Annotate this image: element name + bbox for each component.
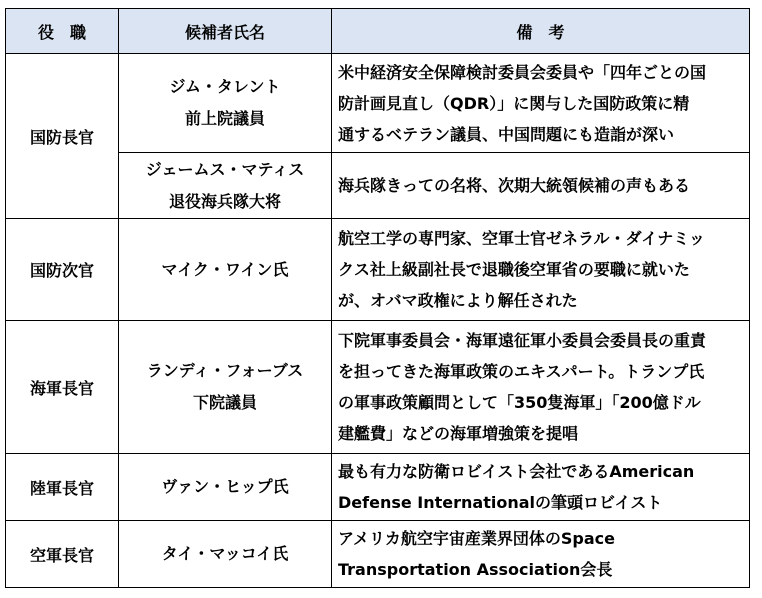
remarks-line: アメリカ航空宇宙産業界団体のSpace <box>338 529 615 548</box>
remarks-line: を担ってきた海軍政策のエキスパート。トランプ氏 <box>338 362 705 381</box>
header-remarks: 備 考 <box>332 9 750 54</box>
candidate-cell <box>119 321 332 454</box>
role-cell: 国防長官 <box>6 54 119 219</box>
table-row <box>6 521 750 588</box>
remarks-cell <box>332 54 750 153</box>
candidate-cell <box>119 219 332 321</box>
remarks-line: Transportation Association会長 <box>338 560 613 579</box>
header-candidate: 候補者氏名 <box>119 9 332 54</box>
table-row <box>6 321 750 454</box>
candidate-cell <box>119 54 332 153</box>
remarks-line: クス社上級副社長で退職後空軍省の要職に就いた <box>338 260 690 279</box>
remarks-cell <box>332 219 750 321</box>
remarks-cell <box>332 454 750 521</box>
remarks-cell <box>332 153 750 219</box>
candidate-name: タイ・マッコイ氏 <box>161 544 289 563</box>
remarks-line: の軍事政策顧問として「350隻海軍」「200億ドル <box>338 393 701 412</box>
role-cell: 国防次官 <box>6 219 119 321</box>
remarks-line: Defense Internationalの筆頭ロビイスト <box>338 493 663 512</box>
role-cell: 空軍長官 <box>6 521 119 588</box>
candidate-title: 退役海兵隊大将 <box>168 191 281 211</box>
remarks-cell <box>332 321 750 454</box>
remarks-line: が、オバマ政権により解任された <box>338 291 578 310</box>
remarks-line: 米中経済安全保障検討委員会委員や「四年ごとの国 <box>338 62 707 82</box>
candidate-name: マイク・ワイン氏 <box>161 259 289 279</box>
candidate-title: 前上院議員 <box>184 109 265 128</box>
remarks-cell <box>332 521 750 588</box>
table-row <box>6 454 750 521</box>
remarks-line: 建艦費」などの海軍増強策を提唱 <box>338 424 579 443</box>
table-row <box>6 54 750 153</box>
candidate-name: ジェームス・マティス <box>145 159 305 179</box>
candidate-name: ランディ・フォーブス <box>146 361 304 380</box>
remarks-line: 海兵隊きっての名将、次期大統領候補の声もある <box>338 176 691 195</box>
candidate-name: ジム・タレント <box>169 77 281 96</box>
remarks-line: 航空工学の専門家、空軍士官ゼネラル・ダイナミッ <box>338 229 705 248</box>
remarks-line: 防計画見直し（QDR）」に関与した国防政策に精 <box>338 93 690 113</box>
remarks-line: 最も有力な防衛ロビイスト会社であるAmerican <box>338 462 695 481</box>
candidate-name: ヴァン・ヒップ氏 <box>161 477 289 496</box>
remarks-line: 下院軍事委員会・海軍遠征軍小委員会委員長の重責 <box>338 331 707 350</box>
candidate-cell <box>119 521 332 588</box>
remarks-line: 通するベテラン議員、中国問題にも造詣が深い <box>338 124 675 144</box>
role-cell: 海軍長官 <box>6 321 119 454</box>
candidate-cell <box>119 153 332 219</box>
table-row <box>6 219 750 321</box>
header-role: 役 職 <box>6 9 119 54</box>
header-row <box>6 9 750 54</box>
role-cell: 陸軍長官 <box>6 454 119 521</box>
appointments-table <box>5 8 750 588</box>
candidate-title: 下院議員 <box>192 393 257 412</box>
candidate-cell <box>119 454 332 521</box>
